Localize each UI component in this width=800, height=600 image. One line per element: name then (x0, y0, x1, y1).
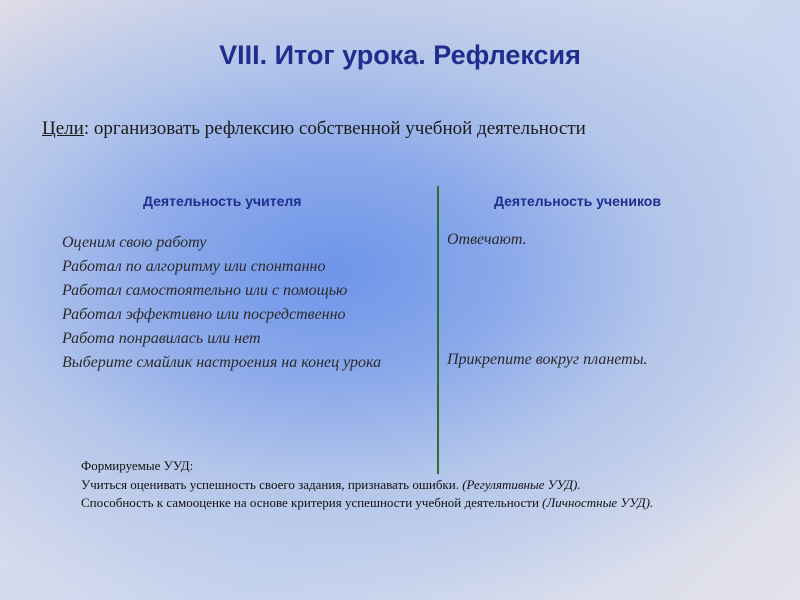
uud-line-note: (Регулятивные УУД). (462, 476, 581, 492)
teacher-item: Работал эффективно или посредственно (62, 306, 346, 323)
students-activity-header: Деятельность учеников (494, 193, 661, 209)
goal-label: Цели (42, 118, 84, 139)
teacher-item: Оценим свою работу (62, 234, 207, 251)
teacher-item: Выберите смайлик настроения на конец урока (62, 354, 382, 371)
teacher-activity-list (62, 231, 427, 375)
uud-line (81, 476, 691, 495)
teacher-activity-header: Деятельность учителя (143, 193, 302, 209)
teacher-item: Работа понравилась или нет (62, 330, 261, 347)
goal-line (42, 118, 586, 140)
slide-title: VIII. Итог урока. Рефлексия (219, 40, 581, 70)
teacher-item: Работал самостоятельно или с помощью (62, 282, 348, 299)
teacher-item: Работал по алгоритму или спонтанно (62, 258, 326, 275)
uud-line (81, 494, 691, 513)
uud-heading: Формируемые УУД: (81, 458, 194, 473)
uud-block (81, 457, 691, 513)
uud-line-text: Способность к самооценке на основе критерия успешности учебной деятельности (81, 495, 543, 510)
column-divider (437, 186, 439, 474)
uud-line-text: Учиться оценивать успешность своего задания, признавать ошибки. (81, 476, 463, 492)
student-item: Отвечают. (447, 231, 527, 248)
uud-line-note: (Личностные УУД). (542, 495, 654, 510)
goal-text: : организовать рефлексию собственной учебной деятельности (83, 118, 586, 139)
student-item: Прикрепите вокруг планеты. (447, 351, 648, 368)
